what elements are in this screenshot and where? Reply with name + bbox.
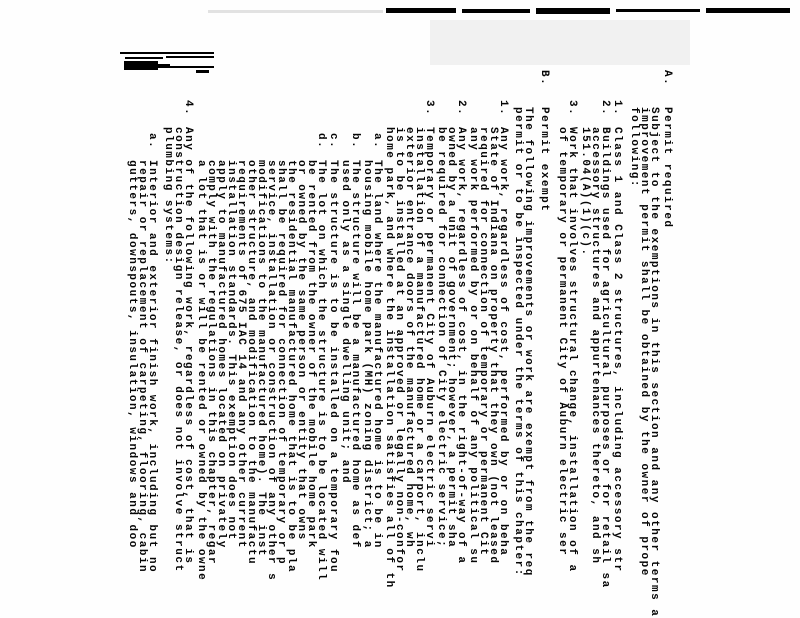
- line-text: 151.04(A)(1)(c).: [579, 127, 591, 257]
- text-line: [612, 50, 622, 618]
- line-text: The structure will be a manufactured home as def: [349, 160, 361, 549]
- text-line: [372, 50, 382, 618]
- line-text: exterior entrance doors of the manufactured home, wh: [403, 127, 415, 549]
- text-line: [446, 50, 456, 618]
- list-marker: a.: [146, 133, 158, 150]
- text-line: [316, 50, 326, 618]
- line-text: used only as a single dwelling unit; and: [339, 160, 351, 485]
- line-text: Any of the following work, regardless of cost, that is: [182, 127, 194, 565]
- text-line: [649, 50, 659, 618]
- list-marker: 2.: [599, 100, 611, 117]
- line-text: State of Indiana on property that they own (not leased: [487, 127, 499, 565]
- list-marker: 1.: [611, 100, 623, 117]
- text-line: [163, 50, 173, 618]
- text-line: [424, 50, 434, 618]
- text-line: [498, 50, 508, 618]
- line-text: Temporary or permanent City of Auburn electric servi: [423, 127, 435, 549]
- line-text: modifications to the manufactured home). The inst: [255, 160, 267, 557]
- line-text: or owned by the same person or entity that owns: [295, 160, 307, 541]
- text-line: [629, 50, 639, 618]
- line-text: The following improvements or work are exempt from the req: [522, 107, 534, 577]
- scan-artifact-bar-segment: [386, 8, 456, 13]
- line-text: required for connection of temporary or permanent Cit: [477, 127, 489, 557]
- line-text: Interior and exterior finish work, including but no: [146, 160, 158, 574]
- text-line: [236, 50, 246, 618]
- line-text: Class 1 and Class 2 structures, including accessory str: [611, 127, 623, 573]
- text-line: [362, 50, 372, 618]
- list-marker: d.: [315, 133, 327, 150]
- text-line: [488, 50, 498, 618]
- line-text: a lot that is or will be rented or owned by the owne: [195, 160, 207, 582]
- text-line: [600, 50, 610, 618]
- scan-artifact-bar-segment: [616, 9, 700, 12]
- text-line: [206, 50, 216, 618]
- scan-artifact-bar-segment: [462, 9, 530, 13]
- line-text: the residential manufactured home that is to be pla: [285, 160, 297, 574]
- line-text: Subject to the exemptions in this section and any other terms a: [648, 107, 660, 618]
- text-line: [216, 50, 226, 618]
- line-text: is to be installed at an approved or legally non-confor: [393, 127, 405, 573]
- list-marker: A.: [661, 70, 673, 87]
- text-line: [147, 50, 157, 618]
- line-text: permit or to be inspected under the terms of this chapter:: [512, 107, 524, 577]
- text-line: [173, 50, 183, 618]
- scan-artifact-bar-segment: [706, 8, 790, 13]
- scan-artifact-bar-segment: [536, 8, 610, 14]
- line-text: owned by a unit of government; however, a permit sha: [445, 127, 457, 549]
- text-line: [350, 50, 360, 618]
- text-line: [246, 50, 256, 618]
- text-line: [306, 50, 316, 618]
- text-line: [539, 50, 549, 618]
- text-line: [436, 50, 446, 618]
- text-line: [328, 50, 338, 618]
- line-text: apply to manufactured homes located on privately: [215, 160, 227, 549]
- line-text: comply with the regulations in this chapter, regar: [205, 160, 217, 566]
- line-text: The structure is to be installed on a temporary fou: [327, 160, 339, 574]
- line-text: Work that involves structural change, installation of a: [566, 127, 578, 573]
- line-text: construction design release, or does not involve struct: [172, 127, 184, 573]
- line-text: Permit required: [661, 107, 673, 229]
- line-text: Permit exempt: [538, 107, 550, 213]
- list-marker: 3.: [566, 100, 578, 117]
- text-line: [414, 50, 424, 618]
- line-text: home park, and where the installation satisfies all of th: [383, 127, 395, 589]
- line-text: repair or replacement of carpeting, flooring, cabin: [136, 160, 148, 574]
- line-text: following:: [628, 107, 640, 189]
- line-text: other structure, and modification to the manufactu: [245, 160, 257, 566]
- line-text: any work performed by or on behalf of any political su: [467, 127, 479, 565]
- list-marker: b.: [349, 133, 361, 150]
- text-line: [340, 50, 350, 618]
- line-text: Buildings used for agricultural purposes or for retail sa: [599, 127, 611, 589]
- text-line: [127, 50, 137, 618]
- text-line: [567, 50, 577, 618]
- line-text: The lot on which the structure is to be located will: [315, 160, 327, 582]
- scan-artifact-bar-segment: [208, 10, 383, 13]
- line-text: installation standards. This exemption does not: [225, 160, 237, 541]
- line-text: The land where the manufactured home is to be in: [371, 160, 383, 549]
- line-text: of temporary or permanent City of Auburn electric ser: [556, 127, 568, 557]
- line-text: housing mobile home park (MH) zoning district; a: [361, 160, 373, 549]
- text-line: [196, 50, 206, 618]
- text-line: [468, 50, 478, 618]
- text-line: [590, 50, 600, 618]
- line-text: installation of a manufactured home or a carport, inclu: [413, 127, 425, 573]
- text-line: [639, 50, 649, 618]
- line-text: service, installation or construction of any other s: [265, 160, 277, 582]
- text-line: [286, 50, 296, 618]
- text-line: [137, 50, 147, 618]
- text-line: [404, 50, 414, 618]
- line-text: plumbing systems:: [162, 127, 174, 265]
- text-line: [662, 50, 672, 618]
- list-marker: B.: [538, 70, 550, 87]
- text-line: [456, 50, 466, 618]
- line-text: be required for connection of City electric service;: [435, 127, 447, 549]
- list-marker: 2.: [455, 100, 467, 117]
- line-text: shall be required for connection of temporary or p: [275, 160, 287, 566]
- text-line: [478, 50, 488, 618]
- list-marker: 1.: [497, 100, 509, 117]
- line-text: requirements of 675 IAC 14 and any other current: [235, 160, 247, 549]
- text-line: [276, 50, 286, 618]
- line-text: accessory structures and appurtenances thereto, and sh: [589, 127, 601, 565]
- list-marker: c.: [327, 133, 339, 150]
- list-marker: 3.: [423, 100, 435, 117]
- text-line: [384, 50, 394, 618]
- text-line: [296, 50, 306, 618]
- text-line: [513, 50, 523, 618]
- text-line: [557, 50, 567, 618]
- text-line: [266, 50, 276, 618]
- list-marker: a.: [371, 133, 383, 150]
- line-text: Any work, regardless of cost, in the right-of-way of a: [455, 127, 467, 565]
- line-text: Any work, regardless of cost, performed by or on beha: [497, 127, 509, 557]
- text-line: [523, 50, 533, 618]
- text-line: [580, 50, 590, 618]
- text-line: [394, 50, 404, 618]
- line-text: improvement permit shall be obtained by the owner of prope: [638, 107, 650, 577]
- line-text: be rented from the owner of the mobile home park: [305, 160, 317, 549]
- list-marker: 4.: [182, 100, 194, 117]
- line-text: gutters, downspouts, insulation, windows and doo: [126, 160, 138, 549]
- document-text-block: [127, 50, 672, 618]
- text-line: [226, 50, 236, 618]
- text-line: [256, 50, 266, 618]
- rotated-document: [120, 50, 690, 618]
- text-line: [183, 50, 193, 618]
